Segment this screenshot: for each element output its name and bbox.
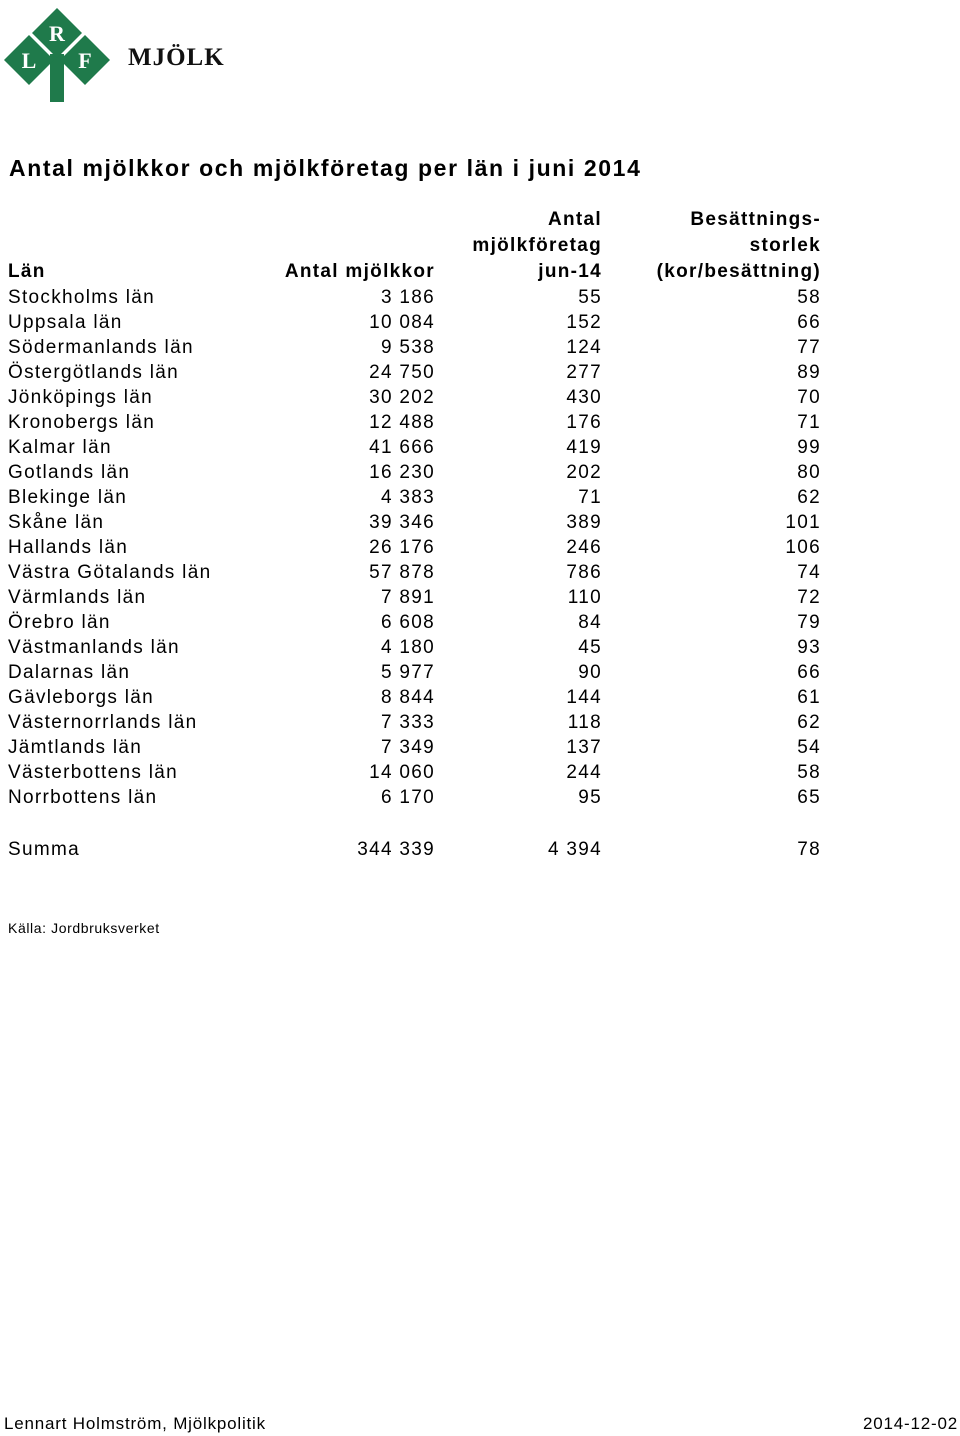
cow-count: 5 977 xyxy=(380,662,435,683)
county-name: Gotlands län xyxy=(8,462,131,483)
page-title: Antal mjölkkor och mjölkföretag per län i juni 2014 xyxy=(9,155,642,181)
table-row xyxy=(0,660,960,685)
table-row xyxy=(0,485,960,510)
herd-size: 99 xyxy=(797,437,821,458)
farm-count: 124 xyxy=(566,337,602,358)
county-name: Blekinge län xyxy=(8,487,128,508)
herd-size: 93 xyxy=(797,637,821,658)
herd-size: 106 xyxy=(785,537,821,558)
herd-size: 62 xyxy=(797,712,821,733)
table-row xyxy=(0,685,960,710)
cow-count: 24 750 xyxy=(369,362,435,383)
table-row xyxy=(0,410,960,435)
cow-count: 6 608 xyxy=(380,612,435,633)
logo-letter-r: R xyxy=(49,21,65,46)
county-name: Kronobergs län xyxy=(8,412,156,433)
table-row xyxy=(0,460,960,485)
herd-size: 89 xyxy=(797,362,821,383)
table-row xyxy=(0,360,960,385)
table-row xyxy=(0,285,960,310)
total-cows: 344 339 xyxy=(357,839,435,860)
header-cell: Besättnings- xyxy=(690,209,821,230)
cow-count: 39 346 xyxy=(369,512,435,533)
farm-count: 84 xyxy=(578,612,602,633)
table-row xyxy=(0,635,960,660)
county-name: Norrbottens län xyxy=(8,787,158,808)
header-cell: Antal xyxy=(548,209,602,230)
table-row xyxy=(0,735,960,760)
county-name: Stockholms län xyxy=(8,287,156,308)
herd-size: 58 xyxy=(797,287,821,308)
source-note: Källa: Jordbruksverket xyxy=(8,920,160,936)
cow-count: 14 060 xyxy=(369,762,435,783)
table-row xyxy=(0,710,960,735)
total-farms: 4 394 xyxy=(547,839,602,860)
herd-size: 70 xyxy=(797,387,821,408)
county-name: Jönköpings län xyxy=(8,387,153,408)
cow-count: 16 230 xyxy=(369,462,435,483)
herd-size: 79 xyxy=(797,612,821,633)
cow-count: 7 333 xyxy=(380,712,435,733)
county-name: Västra Götalands län xyxy=(8,562,212,583)
table-row xyxy=(0,610,960,635)
cow-count: 57 878 xyxy=(369,562,435,583)
county-name: Dalarnas län xyxy=(8,662,131,683)
header-cell: Antal mjölkkor xyxy=(284,261,435,282)
cow-count: 10 084 xyxy=(369,312,435,333)
herd-size: 66 xyxy=(797,312,821,333)
farm-count: 71 xyxy=(578,487,602,508)
farm-count: 90 xyxy=(578,662,602,683)
table-total-row xyxy=(0,837,960,862)
county-name: Västmanlands län xyxy=(8,637,180,658)
herd-size: 72 xyxy=(797,587,821,608)
cow-count: 7 891 xyxy=(380,587,435,608)
total-label: Summa xyxy=(8,839,80,860)
lrf-leaf-icon xyxy=(0,4,125,104)
farm-count: 55 xyxy=(578,287,602,308)
county-name: Gävleborgs län xyxy=(8,687,154,708)
table-header-row xyxy=(0,259,960,285)
county-name: Skåne län xyxy=(8,512,105,533)
herd-size: 74 xyxy=(797,562,821,583)
brand-name: MJÖLK xyxy=(128,44,225,71)
herd-size: 71 xyxy=(797,412,821,433)
footer-author: Lennart Holmström, Mjölkpolitik xyxy=(4,1414,266,1433)
county-name: Värmlands län xyxy=(8,587,147,608)
cow-count: 7 349 xyxy=(380,737,435,758)
farm-count: 246 xyxy=(566,537,602,558)
herd-size: 61 xyxy=(797,687,821,708)
farm-count: 176 xyxy=(566,412,602,433)
header-cell: Län xyxy=(8,261,46,282)
county-name: Västerbottens län xyxy=(8,762,178,783)
table-row xyxy=(0,385,960,410)
table-header-row xyxy=(0,233,960,259)
cow-count: 12 488 xyxy=(369,412,435,433)
farm-count: 430 xyxy=(566,387,602,408)
cow-count: 4 383 xyxy=(380,487,435,508)
herd-size: 77 xyxy=(797,337,821,358)
table-row xyxy=(0,560,960,585)
herd-size: 66 xyxy=(797,662,821,683)
cow-count: 26 176 xyxy=(369,537,435,558)
county-name: Västernorrlands län xyxy=(8,712,198,733)
farm-count: 110 xyxy=(567,587,602,608)
header-cell: jun-14 xyxy=(538,261,602,282)
total-herd-size: 78 xyxy=(797,839,821,860)
table-row xyxy=(0,510,960,535)
county-name: Östergötlands län xyxy=(8,362,180,383)
cow-count: 3 186 xyxy=(380,287,435,308)
herd-size: 80 xyxy=(797,462,821,483)
header-cell: mjölkföretag xyxy=(472,235,602,256)
county-name: Kalmar län xyxy=(8,437,112,458)
farm-count: 95 xyxy=(578,787,602,808)
farm-count: 137 xyxy=(566,737,602,758)
county-name: Örebro län xyxy=(8,612,111,633)
herd-size: 65 xyxy=(797,787,821,808)
cow-count: 4 180 xyxy=(380,637,435,658)
county-name: Jämtlands län xyxy=(8,737,143,758)
statistics-table xyxy=(0,207,960,862)
farm-count: 152 xyxy=(566,312,602,333)
farm-count: 244 xyxy=(566,762,602,783)
farm-count: 786 xyxy=(566,562,602,583)
table-row xyxy=(0,760,960,785)
farm-count: 144 xyxy=(566,687,602,708)
table-row xyxy=(0,435,960,460)
county-name: Uppsala län xyxy=(8,312,123,333)
logo-letter-f: F xyxy=(78,48,92,73)
logo-letter-l: L xyxy=(21,48,37,73)
cow-count: 6 170 xyxy=(380,787,435,808)
table-row xyxy=(0,310,960,335)
header-cell: storlek xyxy=(749,235,821,256)
farm-count: 118 xyxy=(567,712,602,733)
table-row xyxy=(0,785,960,810)
table-row xyxy=(0,585,960,610)
table-row xyxy=(0,535,960,560)
farm-count: 45 xyxy=(578,637,602,658)
farm-count: 277 xyxy=(566,362,602,383)
farm-count: 202 xyxy=(566,462,602,483)
table-header-row xyxy=(0,207,960,233)
table-body xyxy=(0,285,960,810)
farm-count: 389 xyxy=(566,512,602,533)
header-cell: (kor/besättning) xyxy=(656,261,821,282)
herd-size: 62 xyxy=(797,487,821,508)
herd-size: 58 xyxy=(797,762,821,783)
cow-count: 41 666 xyxy=(369,437,435,458)
herd-size: 101 xyxy=(785,512,821,533)
farm-count: 419 xyxy=(566,437,602,458)
footer-date: 2014-12-02 xyxy=(863,1414,958,1433)
table-row xyxy=(0,335,960,360)
herd-size: 54 xyxy=(797,737,821,758)
county-name: Södermanlands län xyxy=(8,337,194,358)
cow-count: 9 538 xyxy=(380,337,435,358)
county-name: Hallands län xyxy=(8,537,129,558)
cow-count: 8 844 xyxy=(380,687,435,708)
cow-count: 30 202 xyxy=(369,387,435,408)
